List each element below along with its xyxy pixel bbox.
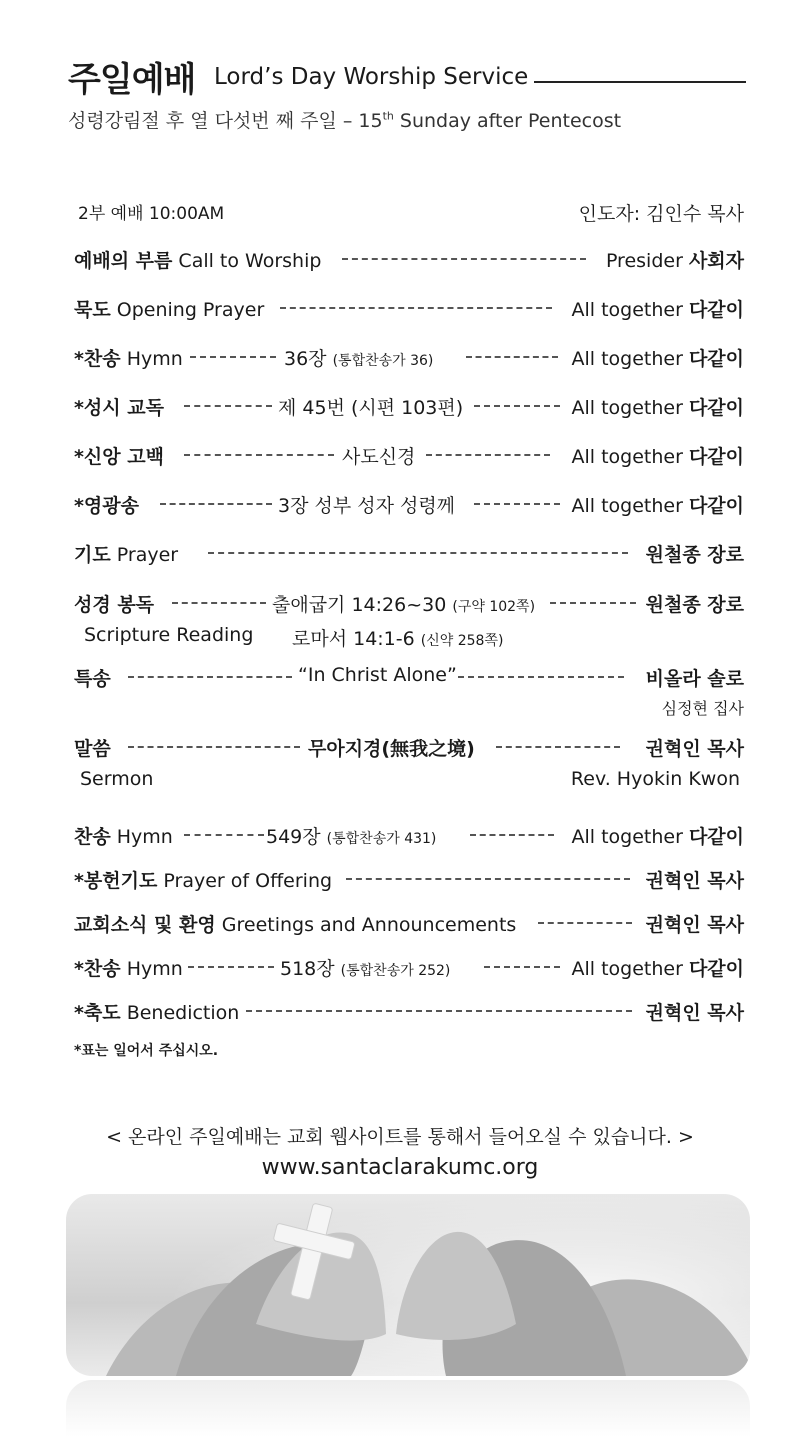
dash-leader [188,966,274,968]
item-label: 교회소식 및 환영 Greetings and Announcements [74,914,517,936]
item-leader: All together 다같이 [571,958,744,980]
item-label: 성경 봉독 [74,594,155,616]
dash-leader [538,922,632,924]
item-prayer [74,540,744,570]
dash-leader [496,746,620,748]
standing-note: *표는 일어서 주십시오. [74,1043,219,1059]
item-label: *축도 Benediction [74,1002,240,1024]
item-detail: “In Christ Alone” [298,664,457,686]
item-label: 기도 Prayer [74,544,179,566]
item-leader: 원철종 장로 [645,544,744,566]
item-leader: 비올라 솔로 [645,668,744,690]
dash-leader [190,356,276,358]
item-announcements [74,910,744,940]
dash-leader [128,746,300,748]
item-sermon [74,734,744,764]
item-detail: 출애굽기 14:26~30 (구약 102쪽) [272,594,536,616]
item-label: 예배의 부름 Call to Worship [74,250,322,272]
item-detail: 36장 (통합찬송가 36) [284,348,434,370]
item-call-to-worship [74,246,744,276]
item-leader: All together 다같이 [571,495,744,517]
sermon-title: 무아지경(無我之境) [308,738,475,760]
title-divider [534,81,746,83]
item-detail: 518장 (통합찬송가 252) [280,958,451,980]
item-hymn-1 [74,344,744,374]
item-leader: All together 다같이 [571,397,744,419]
dash-leader [458,676,624,678]
item-detail-2: 로마서 14:1-6 (신약 258쪽) [292,628,504,650]
item-detail: 제 45번 (시편 103편) [278,397,464,419]
item-label: 찬송 Hymn [74,826,173,848]
dash-leader [280,307,552,309]
item-label: *성시 교독 [74,397,164,419]
item-hymn-3 [74,954,744,984]
item-detail: 사도신경 [342,446,416,468]
performer: 심정현 집사 [661,699,744,718]
item-leader: All together 다같이 [571,826,744,848]
item-leader: 권혁인 목사 [645,1002,744,1024]
item-label: 특송 [74,668,111,690]
item-special-performer [74,696,744,726]
item-detail: 549장 (통합찬송가 431) [266,826,437,848]
dash-leader [128,676,292,678]
item-benediction [74,998,744,1028]
subtitle-sup: th [382,109,394,123]
item-responsive-reading [74,393,744,423]
service-leader: 인도자: 김인수 목사 [578,203,744,225]
item-label: *찬송 Hymn [74,348,183,370]
dash-leader [484,966,560,968]
dash-leader [184,834,264,836]
subtitle-text: 성령강림절 후 열 다섯번 째 주일 – 15 [68,110,383,132]
item-leader: 권혁인 목사 [645,870,744,892]
online-worship-notice: < 온라인 주일예배는 교회 웹사이트를 통해서 들어오실 수 있습니다. > [106,1126,694,1148]
title-english: Lord’s Day Worship Service [214,64,529,90]
dash-leader [426,454,550,456]
item-sermon-line-2 [74,768,744,798]
service-time: 2부 예배 10:00AM [78,204,225,224]
item-hymn-2 [74,822,744,852]
title-korean: 주일예배 [68,60,196,100]
item-label: *신앙 고백 [74,446,164,468]
dash-leader [550,602,636,604]
website-link[interactable]: www.santaclarakumc.org [261,1155,539,1180]
item-label: 말씀 [74,738,111,760]
item-label-en: Scripture Reading [84,624,254,646]
hands-cross-illustration [66,1194,750,1376]
item-leader: All together 다같이 [571,299,744,321]
item-detail: 3장 성부 성자 성령께 [278,495,456,517]
subtitle [68,106,621,133]
item-leader: 원철종 장로 [645,594,744,616]
item-gloria-patri [74,491,744,521]
dash-leader [342,258,586,260]
dash-leader [474,503,560,505]
item-label: 묵도 Opening Prayer [74,299,265,321]
dash-leader [470,834,554,836]
dash-leader [184,454,334,456]
item-leader: All together 다같이 [571,348,744,370]
hands-cross-photo [66,1194,750,1376]
item-special-music [74,664,744,694]
item-scripture-line-2 [74,624,744,654]
item-label-en: Sermon [80,768,154,790]
item-scripture [74,590,744,620]
dash-leader [466,356,558,358]
dash-leader [346,878,630,880]
dash-leader [184,405,272,407]
dash-leader [172,602,266,604]
dash-leader [474,405,560,407]
preacher-en: Rev. Hyokin Kwon [570,768,740,790]
item-leader: All together 다같이 [571,446,744,468]
item-label: *영광송 [74,495,139,517]
item-opening-prayer [74,295,744,325]
item-leader: Presider 사회자 [605,250,744,272]
item-offering-prayer [74,866,744,896]
item-leader: 권혁인 목사 [645,914,744,936]
item-label: *봉헌기도 Prayer of Offering [74,870,333,892]
photo-reflection [66,1380,750,1437]
dash-leader [160,503,272,505]
dash-leader [208,552,628,554]
item-label: *찬송 Hymn [74,958,183,980]
service-info [74,199,744,229]
page-header [68,52,748,100]
item-creed [74,442,744,472]
dash-leader [246,1010,632,1012]
subtitle-text-en: Sunday after Pentecost [393,110,622,132]
item-leader: 권혁인 목사 [645,738,744,760]
